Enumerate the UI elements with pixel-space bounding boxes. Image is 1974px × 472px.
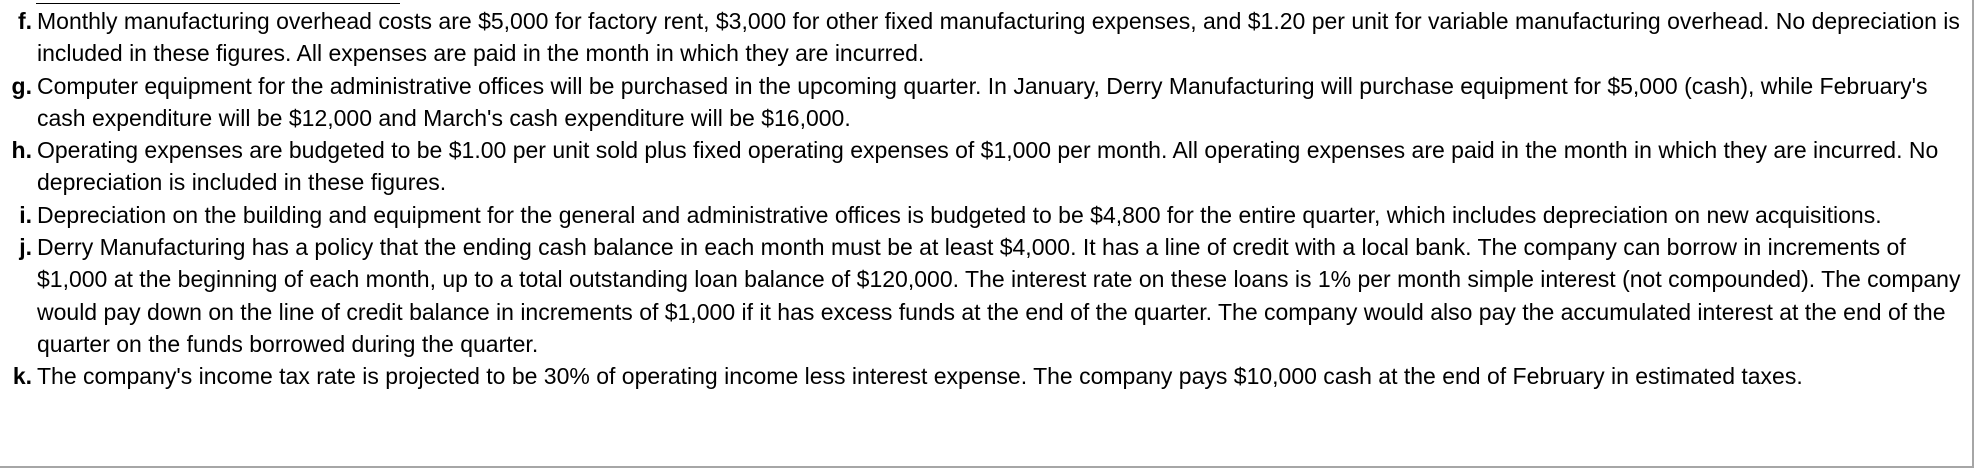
item-text: The company's income tax rate is projected to be 30% of operating income less interest expense. The company pays $10,000 cash at the end of February in estimated taxes. [37, 363, 1803, 390]
item-letter: g. [11, 72, 32, 99]
list-item-j [0, 231, 1966, 360]
item-letter: k. [12, 363, 32, 390]
list-item-i [0, 199, 1966, 231]
list-item-h [0, 134, 1966, 199]
item-letter: i. [19, 201, 32, 228]
item-letter: h. [11, 137, 32, 164]
item-text: Derry Manufacturing has a policy that the ending cash balance in each month must be at least $4,000. It has a line of credit with a local bank. The company can borrow in increments of $1,000 at the beginning of each month, up to a total outstanding loan balance of $120,000. The interest rate on these loans is 1% per month simple interest (not compounded). The company would pay down on the line of credit balance in increments of $1,000 if it has excess funds at the end of the quarter. The company would also pay the accumulated interest at the end of the quarter on the funds borrowed during the quarter. [37, 234, 1961, 357]
item-text: Operating expenses are budgeted to be $1.00 per unit sold plus fixed operating expenses of $1,000 per month. All operating expenses are paid in the month in which they are incurred. No depreciation is included in these figures. [37, 137, 1939, 196]
top-divider [36, 3, 400, 4]
list-item-f [0, 5, 1966, 70]
assumptions-list [0, 5, 1966, 393]
item-letter: f. [17, 8, 32, 34]
list-item-g [0, 70, 1966, 135]
item-text: Monthly manufacturing overhead costs are $5,000 for factory rent, $3,000 for other fixed manufacturing expenses, and $1.20 per unit for variable manufacturing overhead. No depreciation is included in these figures. All expenses are paid in the month in which they are incurred. [37, 8, 1960, 67]
item-letter: j. [19, 234, 32, 261]
list-item-k [0, 360, 1966, 392]
item-text: Computer equipment for the administrative offices will be purchased in the upcoming quarter. In January, Derry Manufacturing will purchase equipment for $5,000 (cash), while February's cash expenditure will be $12,000 and March's cash expenditure will be $16,000. [37, 72, 1928, 131]
item-text: Depreciation on the building and equipment for the general and administrative offices is budgeted to be $4,800 for the entire quarter, which includes depreciation on new acquisitions. [37, 201, 1882, 228]
